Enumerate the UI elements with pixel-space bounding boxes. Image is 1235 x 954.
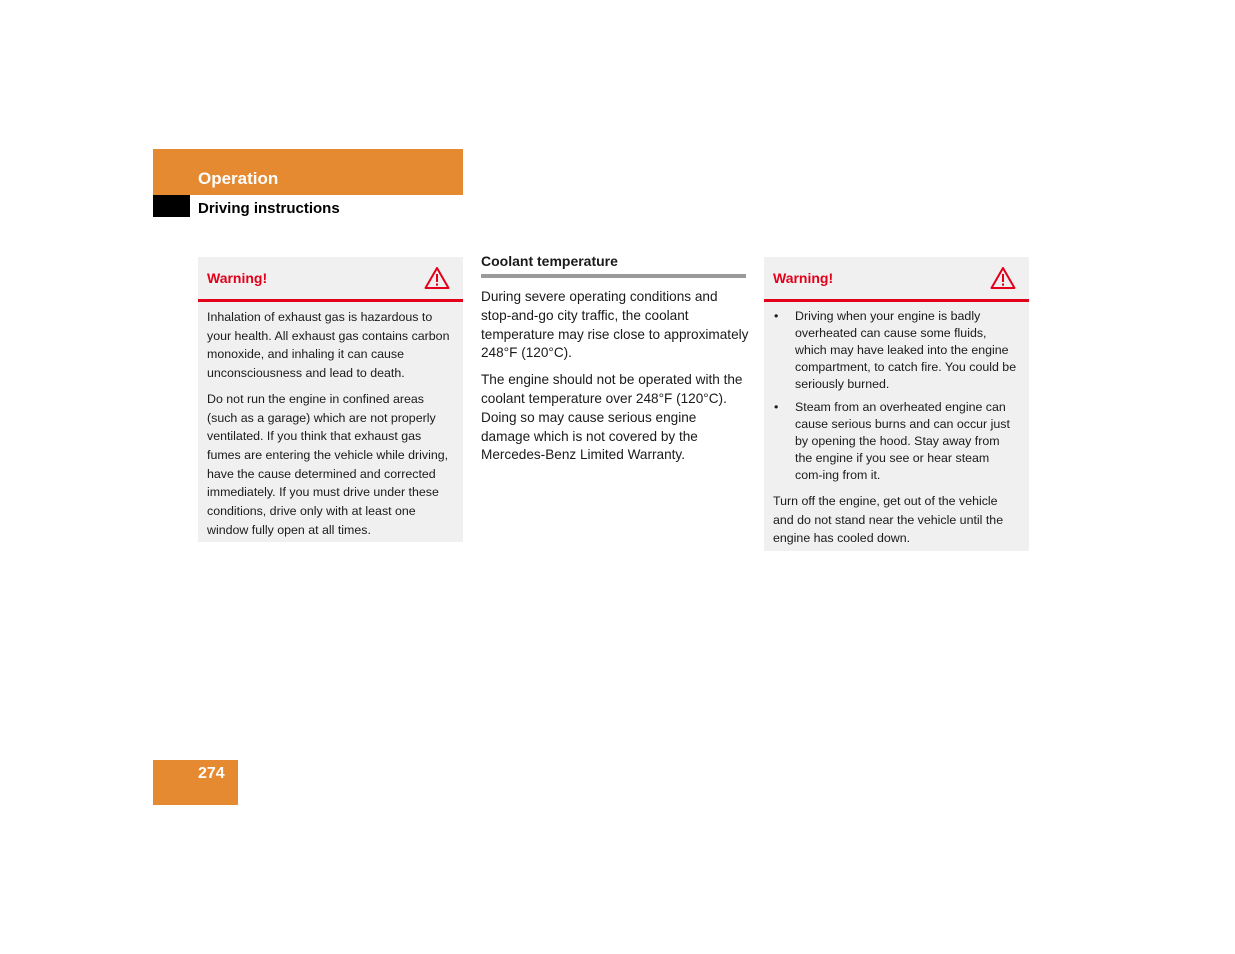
warning-box-exhaust — [198, 257, 463, 542]
warning-triangle-icon — [424, 266, 450, 290]
section-tab-marker — [153, 195, 190, 217]
warning-bullet-list — [773, 308, 1020, 484]
page-number: 274 — [198, 765, 225, 782]
coolant-body — [481, 288, 749, 473]
coolant-heading: Coolant temperature — [481, 253, 746, 278]
warning-bullet: • Steam from an overheated engine can cause serious burns and can occur just by opening the hood. Stay away from the engine if you see or hear steam com-ing from it. — [773, 399, 1020, 484]
warning-bullet: • Driving when your engine is badly overheated can cause some fluids, which may have leaked into the engine compartment, to catch fire. You could be seriously burned. — [773, 308, 1020, 393]
warning-header — [764, 257, 1029, 302]
warning-box-overheat — [764, 257, 1029, 551]
warning-triangle-icon — [990, 266, 1016, 290]
warning-label: Warning! — [207, 270, 268, 286]
header-bar — [153, 149, 463, 195]
warning-header — [198, 257, 463, 302]
page-number-badge — [153, 760, 238, 805]
warning-body — [198, 302, 463, 545]
coolant-paragraph: During severe operating conditions and stop-and-go city traffic, the coolant temperature may rise close to approximately 248°F (120°C). — [481, 289, 749, 361]
warning-label: Warning! — [773, 270, 834, 286]
warning-paragraph: Inhalation of exhaust gas is hazardous to your health. All exhaust gas contains carbon monoxide, and inhaling it can cause unconsciousness and lead to death. — [207, 310, 450, 381]
subsection-title: Driving instructions — [198, 200, 340, 217]
warning-body — [764, 302, 1029, 554]
warning-paragraph: Do not run the engine in confined areas (such as a garage) which are not properly ventilated. If you think that exhaust gas fumes are entering the vehicle while driving, have the cause determined and corrected immediately. If you must drive under these conditions, drive only with at least one window fully open at all times. — [207, 391, 449, 537]
section-title: Operation — [198, 169, 279, 188]
warning-closing: Turn off the engine, get out of the vehicle and do not stand near the vehicle until the engine has cooled down. — [773, 494, 1004, 546]
coolant-paragraph: The engine should not be operated with the coolant temperature over 248°F (120°C). Doing so may cause serious engine damage which is not covered by the Mercedes-Benz Limited Warranty. — [481, 372, 743, 463]
